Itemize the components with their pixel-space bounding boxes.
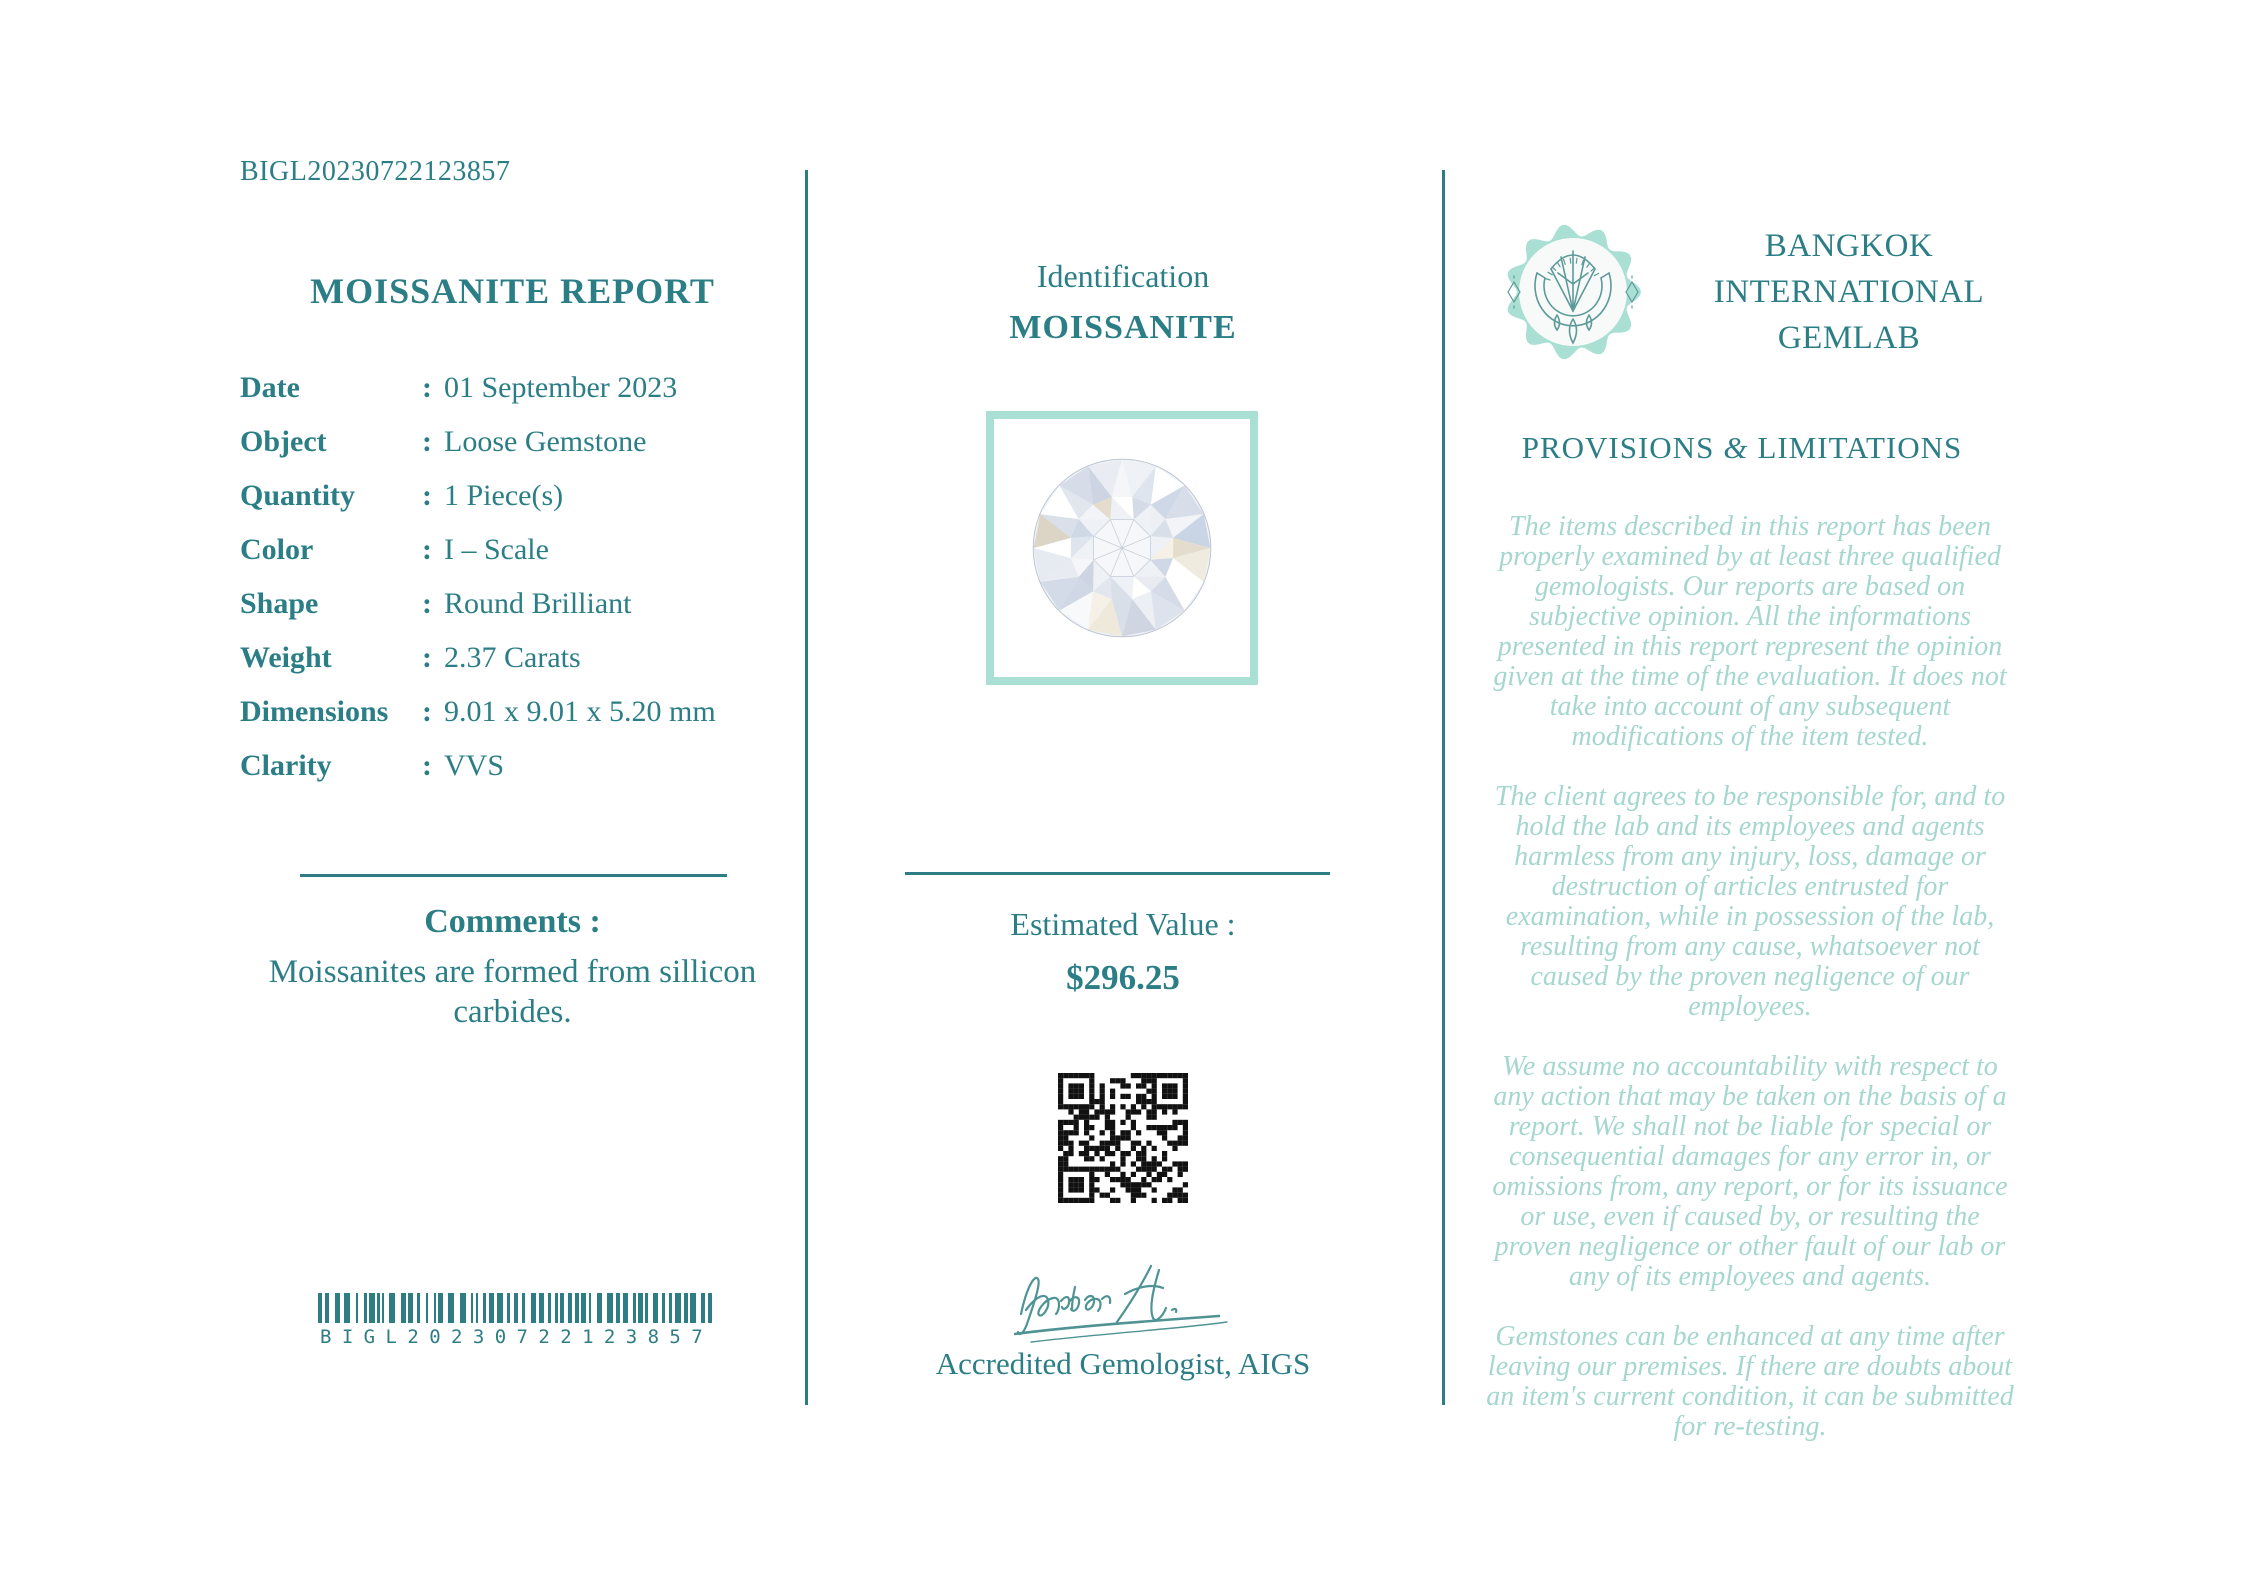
table-row [240,469,785,523]
gem-details-table [240,361,785,793]
detail-label: Color [240,533,314,566]
gem-photo-frame [986,411,1258,685]
comments-text: Moissanites are formed from sillicon carbides. [268,954,757,1030]
column-divider-right [1442,170,1445,1405]
detail-colon: : [422,641,432,674]
detail-value: I – Scale [444,533,549,566]
detail-colon: : [422,749,432,782]
table-row [240,739,785,793]
detail-label: Dimensions [240,695,389,728]
comments-title: Comments : [424,903,601,940]
provisions-paragraph: Gemstones can be enhanced at any time after leaving our premises. If there are doubts about an item's current condition, it can be submitted for re-testing. [1486,1321,2014,1442]
provisions-paragraph: The client agrees to be responsible for, and to hold the lab and its employees and agents harmless from any injury, loss, damage or destruction of articles entrusted for examination, while in possession of the lab, resulting from any cause, whatsoever not caused by the proven negligence of our employees. [1494,781,2006,1022]
detail-colon: : [422,479,432,512]
gem-photo [1029,455,1215,641]
lab-name-line: BANGKOK [1764,228,1934,264]
table-row [240,685,785,739]
provisions-paragraph: The items described in this report has been properly examined by at least three qualified gemologists. Our reports are based on subjective opinion. All the informations presented in this report represent the opinion given at the time of the evaluation. It does not take into account of any subsequent modifications of the item tested. [1493,511,2007,752]
table-row [240,577,785,631]
detail-label: Shape [240,587,319,620]
signer-title: Accredited Gemologist, AIGS [935,1346,1311,1381]
identification-label: Identification [1036,258,1210,294]
identification-value: MOISSANITE [1009,309,1237,346]
table-row [240,631,785,685]
detail-value: 9.01 x 9.01 x 5.20 mm [444,695,716,728]
detail-label: Weight [240,641,332,674]
detail-value: VVS [444,749,505,782]
qr-code-icon [1058,1073,1188,1203]
detail-colon: : [422,533,432,566]
table-row [240,523,785,577]
detail-value: Round Brilliant [444,587,632,620]
detail-label: Quantity [240,479,356,512]
provisions-heading [1442,430,2042,466]
detail-label: Object [240,425,327,458]
detail-value: 1 Piece(s) [444,479,564,512]
lab-seal-icon [1492,211,1654,373]
estimated-value: $296.25 [1066,958,1180,997]
detail-value: 01 September 2023 [444,371,678,404]
lab-name [1654,223,2044,361]
detail-colon: : [422,587,432,620]
barcode-icon [318,1293,712,1323]
provisions-heading-word: LIMITATIONS [1757,430,1963,465]
report-number: BIGL20230722123857 [240,156,511,187]
provisions-paragraph: We assume no accountability with respect to any action that may be taken on the basis of a report. We shall not be liable for special or consequential damages for any error in, or omissions from, any report, or for its issuance or use, even if caused by, or resulting the proven negligence or other fault of our lab or any of its employees and agents. [1492,1051,2008,1292]
gemologist-signature [1005,1250,1241,1354]
table-row [240,361,785,415]
provisions-paragraphs [1480,512,2020,1472]
provisions-heading-word: PROVISIONS [1521,430,1715,465]
detail-label: Date [240,371,300,404]
barcode [318,1293,712,1348]
detail-label: Clarity [240,749,332,782]
column-divider-left [805,170,808,1405]
detail-value: Loose Gemstone [444,425,647,458]
detail-value: 2.37 Carats [444,641,581,674]
report-title: MOISSANITE REPORT [310,271,715,311]
barcode-text: BIGL20230722123857 [320,1326,714,1348]
ampersand: & [1723,430,1749,465]
lab-header [1492,210,2044,374]
detail-colon: : [422,695,432,728]
estimated-value-divider [905,872,1330,875]
detail-colon: : [422,425,432,458]
table-row [240,415,785,469]
estimated-value-label: Estimated Value : [1010,906,1236,942]
comments-divider [300,874,727,877]
lab-name-line: INTERNATIONAL [1713,274,1985,310]
lab-name-line: GEMLAB [1777,320,1921,356]
detail-colon: : [422,371,432,404]
